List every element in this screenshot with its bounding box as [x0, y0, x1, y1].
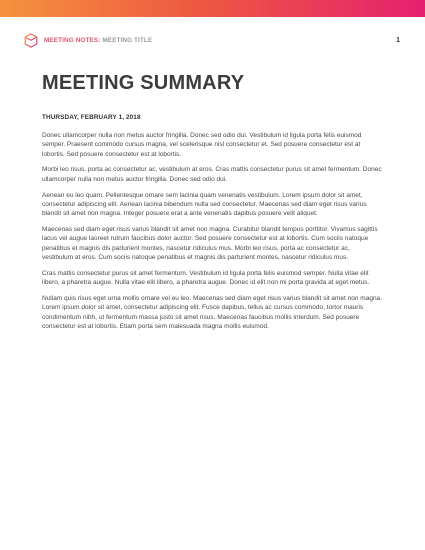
paragraph: Morbi leo risus, porta ac consectetur ac, vestibulum at eros. Cras mattis consectetur purus sit amet fermentum. Donec ullamcorper nulla non metus auctor fringilla. Donec sed odio dui. — [42, 166, 382, 183]
header-label — [44, 37, 152, 44]
paragraph: Nullam quis risus eget urna mollis ornare vel eu leo. Maecenas sed diam eget risus varius blandit sit amet non magna. Lorem ipsum dolor sit amet, consectetur adipiscing elit. Fusce dapibus, tellus ac cursus commodo, tortor mauris condimentum nibh, ut fermentum massa justo sit amet risus. Maecenas faucibus mollis interdum. Sed posuere consectetur est at lobortis. Etiam porta sem malesuada magna mollis euismod. — [42, 295, 382, 331]
page-number: 1 — [396, 36, 400, 44]
paragraph: Maecenas sed diam eget risus varius blandit sit amet non magna. Curabitur blandit tempus porttitor. Vivamus sagittis lacus vel augue laoreet rutrum faucibus dolor auctor. Sed posuere consectetur est at lobortis. Cum sociis natoque penatibus et magnis dis parturient montes, nascetur ridiculus mus. Morbi leo risus, porta ac consectetur ac, vestibulum at eros. Cum sociis natoque penatibus et magnis dis parturient montes, nascetur ridiculus mus. — [42, 226, 378, 262]
top-gradient-bar — [0, 0, 425, 17]
meeting-title-label: MEETING TITLE — [102, 36, 153, 44]
hexagon-cube-icon — [24, 33, 38, 48]
meeting-date: THURSDAY, FEBRUARY 1, 2018 — [42, 114, 141, 121]
paragraph: Donec ullamcorper nulla non metus auctor fringilla. Donec sed odio dui. Vestibulum id ligula porta felis euismod semper. Praesent commodo cursus magna, vel scelerisque nisl consectetur et. Sed posuere consectetur est at lobortis. Sed posuere consectetur est at lobortis. — [42, 132, 362, 158]
paragraph: Aenean eu leo quam. Pellentesque ornare sem lacinia quam venenatis vestibulum. Lorem ipsum dolor sit amet, consectetur adipiscing elit. Aenean lacinia bibendum nulla sed consectetur. Maecenas sed diam eget risus varius blandit sit amet non magna. Integer posuere erat a ante venenatis dapibus posuere velit aliquet. — [42, 191, 367, 218]
section-label: MEETING NOTES: — [44, 36, 101, 44]
page-header — [24, 31, 400, 49]
page-title: MEETING SUMMARY — [42, 72, 245, 94]
body-text — [42, 131, 382, 338]
paragraph: Cras mattis consectetur purus sit amet fermentum. Vestibulum id ligula porta felis euismod semper. Nulla vitae elit libero, a pharetra augue. Nulla vitae elit libero, a pharetra augue. Donec id elit non mi porta gravida at eget metus. — [42, 269, 370, 287]
